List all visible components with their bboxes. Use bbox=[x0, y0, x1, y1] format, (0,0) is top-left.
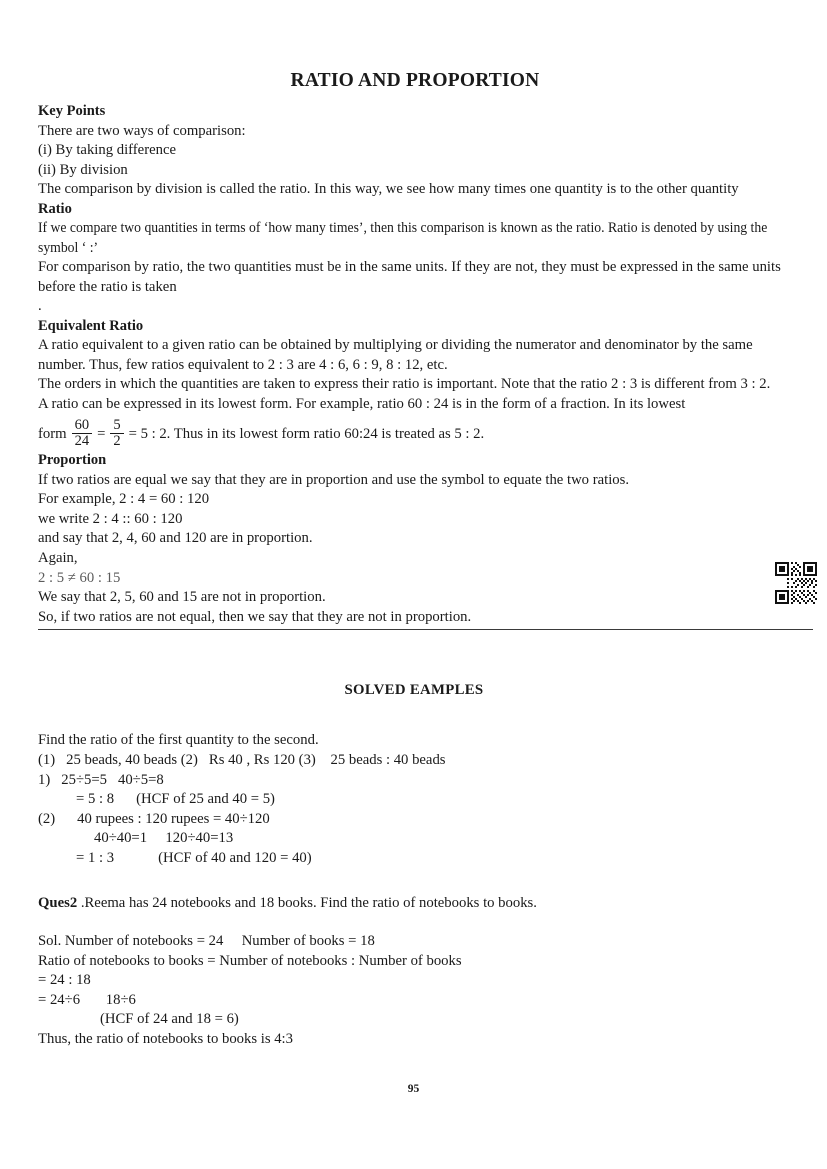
proportion-line-3: we write 2 : 4 :: 60 : 120 bbox=[38, 510, 183, 527]
equivalent-ratio-paragraph-3: A ratio can be expressed in its lowest form. For example, ratio 60 : 24 is in the form of a fraction. In its lowest bbox=[38, 396, 686, 413]
equivalent-ratio-heading: Equivalent Ratio bbox=[38, 317, 144, 334]
question2-solution-line: Sol. Number of notebooks = 24 Number of books = 18 bbox=[38, 933, 375, 950]
proportion-heading: Proportion bbox=[38, 452, 107, 469]
qr-code-icon[interactable] bbox=[775, 562, 817, 604]
page-title: RATIO AND PROPORTION bbox=[290, 70, 540, 91]
key-points-line-4: The comparison by division is called the ratio. In this way, we see how many times one quantity is to the other quantity bbox=[38, 181, 739, 198]
solved-examples-heading: SOLVED EAMPLES bbox=[344, 682, 484, 699]
fraction-numerator: 60 bbox=[74, 416, 90, 433]
proportion-inequality-line: 2 : 5 ≠ 60 : 15 bbox=[38, 569, 121, 586]
equivalent-ratio-paragraph-1: A ratio equivalent to a given ratio can be obtained by multiplying or dividing the numerator and denominator by the same number. Thus, few ratios equivalent to 2 : 3 are 4 : 6, 6 : 9, 8 : 12, etc. bbox=[38, 337, 753, 373]
question2-text: .Reema has 24 notebooks and 18 books. Find the ratio of notebooks to books. bbox=[77, 895, 537, 912]
fraction-prefix: form bbox=[38, 425, 67, 442]
solution-step: 1) 25÷5=5 40÷5=8 bbox=[38, 771, 164, 788]
proportion-line-6: We say that 2, 5, 60 and 15 are not in proportion. bbox=[38, 589, 326, 606]
ratio-paragraph-1: If we compare two quantities in terms of ‘how many times’, then this comparison is known as the ratio. Ratio is denoted by using the symbol ‘ :’ bbox=[38, 220, 768, 256]
key-points-heading: Key Points bbox=[38, 103, 106, 119]
fraction-60-over-24 bbox=[72, 418, 93, 449]
key-points-line-3: (ii) By division bbox=[38, 161, 128, 178]
solution-step: (2) 40 rupees : 120 rupees = 40÷120 bbox=[38, 810, 270, 827]
proportion-line-7: So, if two ratios are not equal, then we say that they are not in proportion. bbox=[38, 608, 472, 625]
key-points-line-2: (i) By taking difference bbox=[38, 142, 176, 159]
fraction-numerator: 5 bbox=[113, 416, 121, 433]
key-points-line-1: There are two ways of comparison: bbox=[38, 122, 246, 139]
fraction-equals-sign: = bbox=[97, 425, 106, 442]
document-content bbox=[38, 70, 786, 1050]
question2-solution-line: (HCF of 24 and 18 = 6) bbox=[100, 1011, 239, 1028]
equivalent-ratio-paragraph-2: The orders in which the quantities are taken to express their ratio is important. Note that the ratio 2 : 3 is different from 3 : 2. bbox=[38, 376, 771, 393]
solution-step: = 1 : 3 (HCF of 40 and 120 = 40) bbox=[76, 849, 312, 866]
solved-examples-intro: Find the ratio of the first quantity to the second. bbox=[38, 732, 319, 749]
fraction-5-over-2 bbox=[110, 418, 123, 449]
question2-solution-line: Ratio of notebooks to books = Number of notebooks : Number of books bbox=[38, 952, 462, 969]
proportion-line-4: and say that 2, 4, 60 and 120 are in proportion. bbox=[38, 530, 313, 547]
fraction-expression bbox=[38, 416, 786, 450]
question2-solution-line: = 24÷6 18÷6 bbox=[38, 991, 136, 1008]
fraction-denominator: 2 bbox=[110, 433, 123, 449]
fraction-denominator: 24 bbox=[72, 433, 93, 449]
solution-step: 40÷40=1 120÷40=13 bbox=[94, 830, 234, 847]
ratio-paragraph-2: For comparison by ratio, the two quantities must be in the same units. If they are not, they must be expressed in the same units before the ratio is taken bbox=[38, 258, 781, 295]
question2-line bbox=[38, 894, 786, 914]
proportion-line-2: For example, 2 : 4 = 60 : 120 bbox=[38, 491, 210, 508]
ratio-heading: Ratio bbox=[38, 200, 72, 217]
question2-label: Ques2 bbox=[38, 895, 78, 912]
solution-step: = 5 : 8 (HCF of 25 and 40 = 5) bbox=[76, 791, 275, 808]
proportion-line-5: Again, bbox=[38, 549, 78, 566]
fraction-suffix: = 5 : 2. Thus in its lowest form ratio 60:24 is treated as 5 : 2. bbox=[128, 425, 485, 442]
question2-solution-line: = 24 : 18 bbox=[38, 972, 91, 989]
page-number: 95 bbox=[407, 1083, 420, 1095]
solved-examples-question: (1) 25 beads, 40 beads (2) Rs 40 , Rs 120 (3) 25 beads : 40 beads bbox=[38, 751, 446, 768]
ratio-paragraph-3: . bbox=[38, 298, 42, 315]
question2-solution-line: Thus, the ratio of notebooks to books is 4:3 bbox=[38, 1031, 293, 1048]
proportion-line-1: If two ratios are equal we say that they are in proportion and use the symbol to equate the two ratios. bbox=[38, 471, 629, 488]
